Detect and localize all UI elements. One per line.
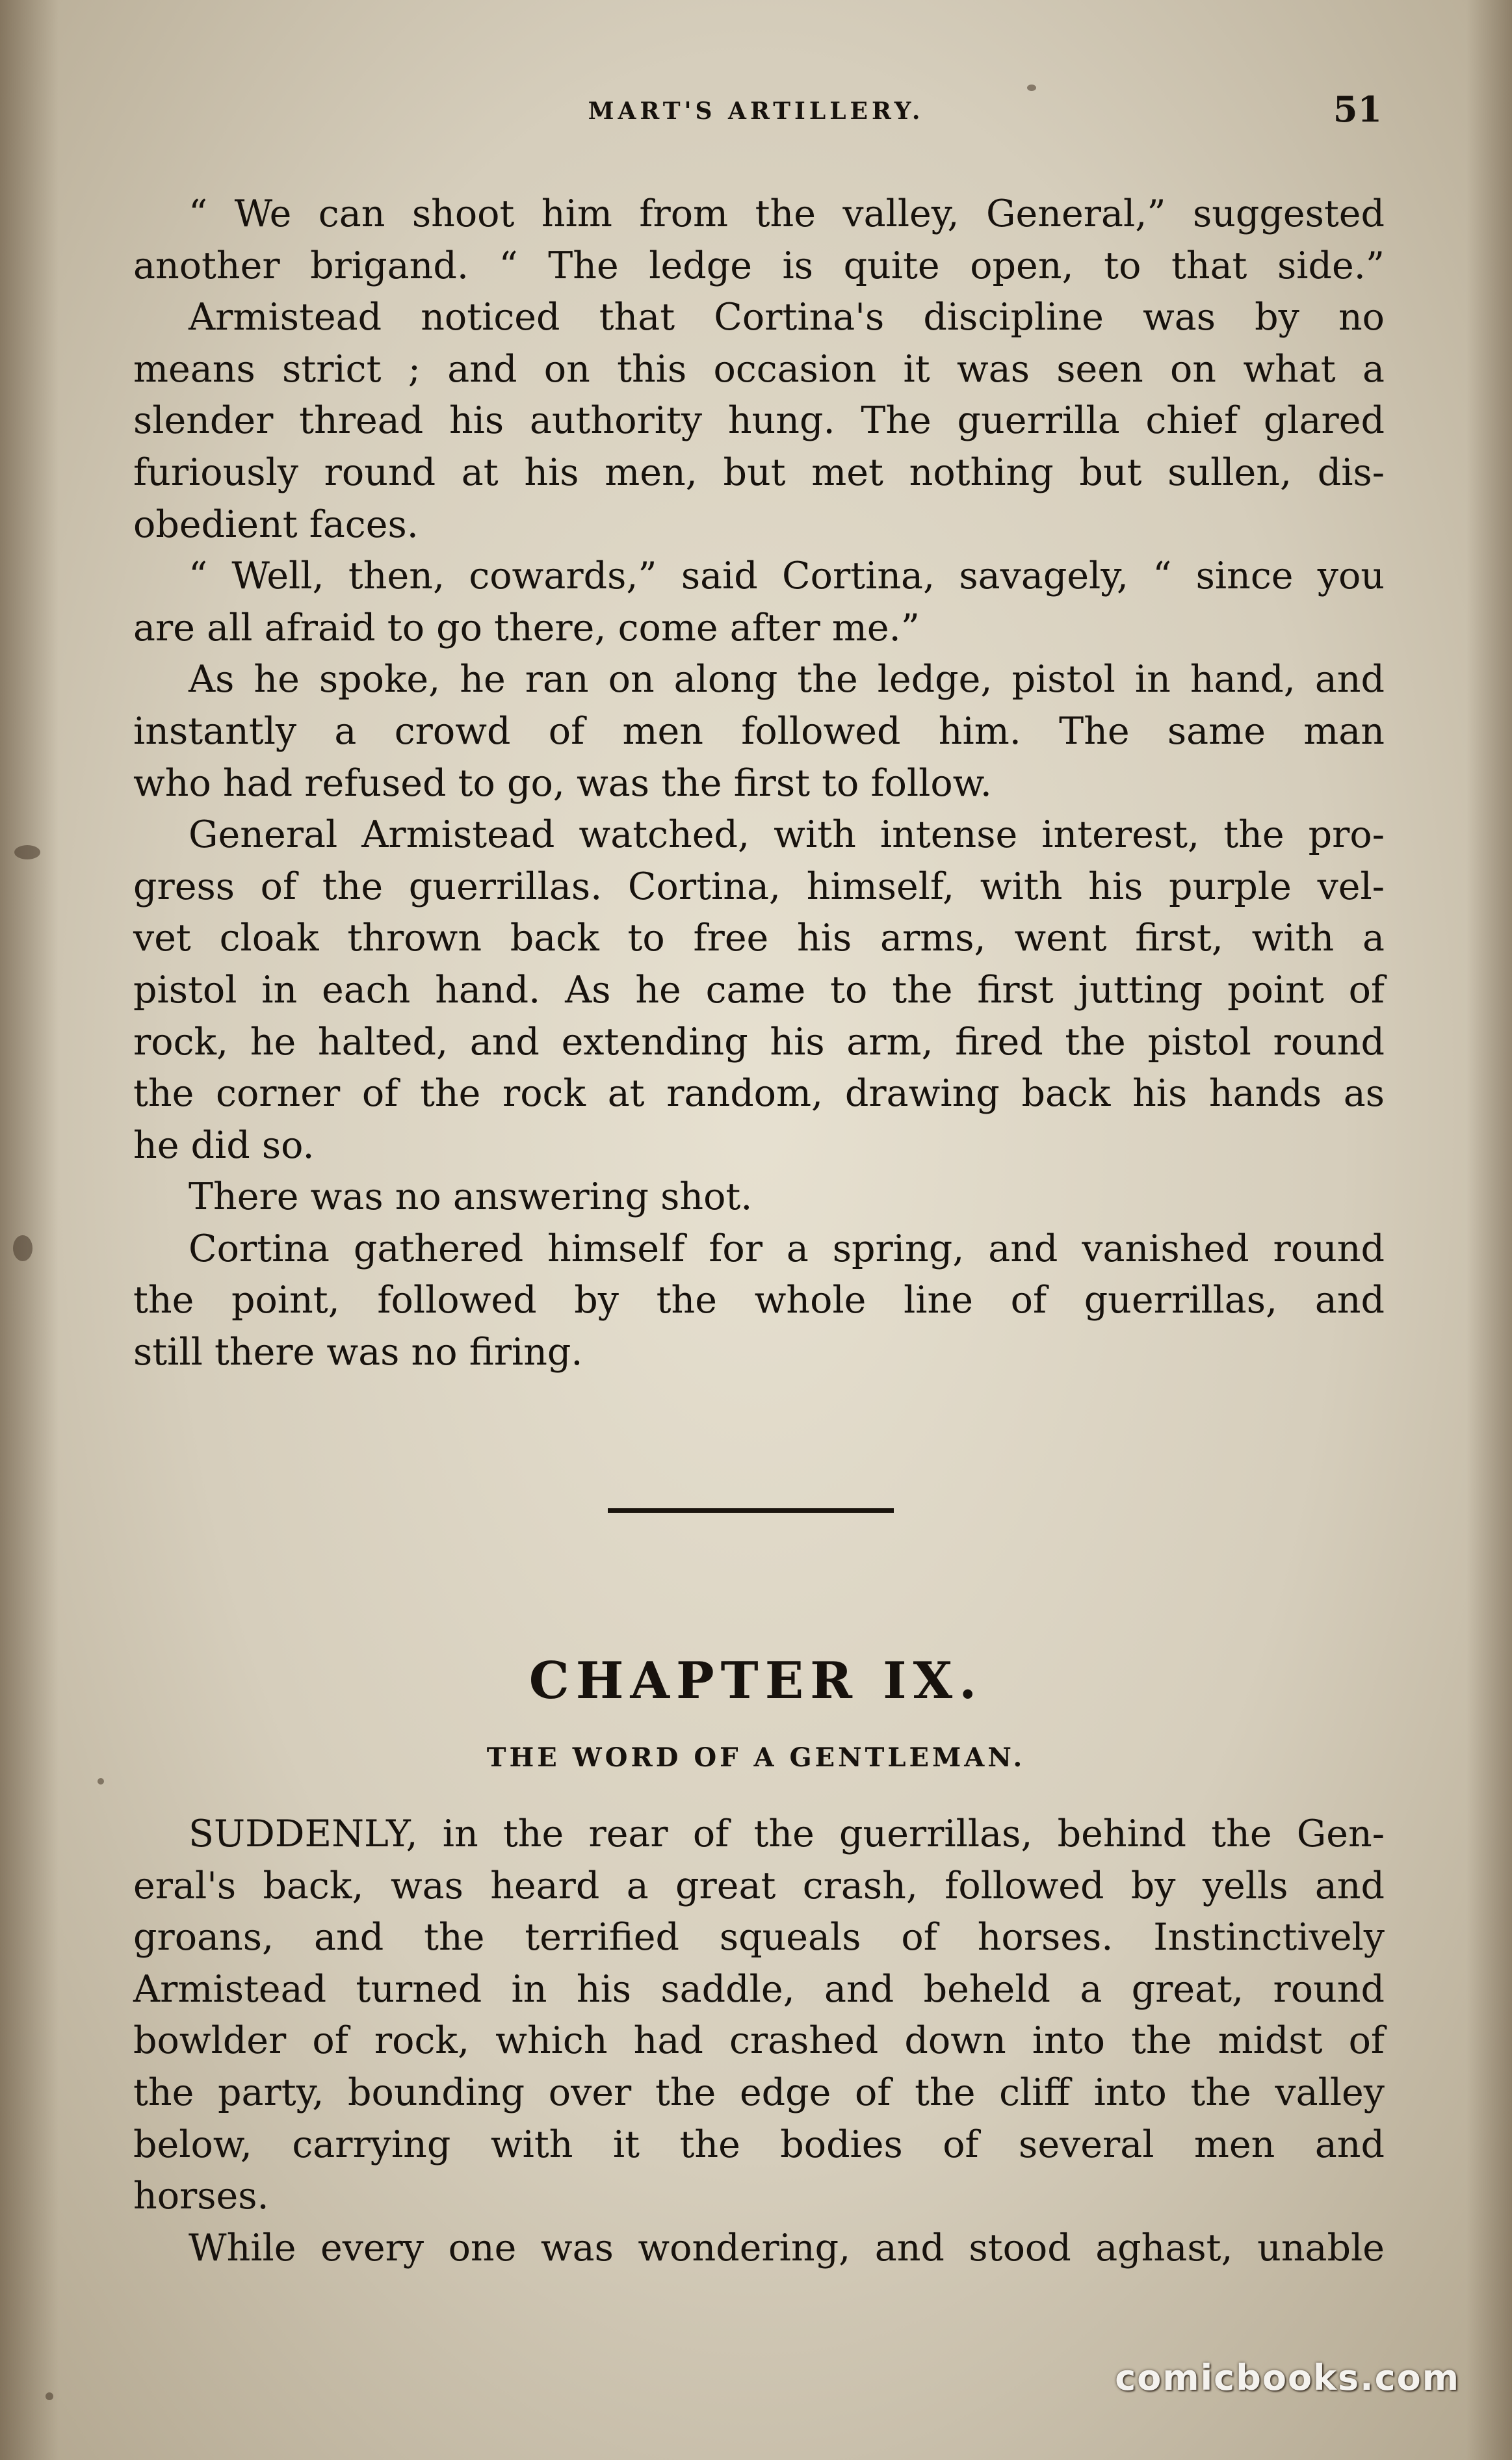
text-line: gress of the guerrillas. Cortina, himself, with his purple vel- [133, 865, 1385, 908]
chapter-body-text [133, 1809, 1385, 2274]
text-line: While every one was wondering, and stood aghast, unable [189, 2226, 1385, 2270]
text-line: the corner of the rock at random, drawing back his hands as [133, 1072, 1385, 1116]
text-line: eral's back, was heard a great crash, followed by yells and [133, 1864, 1385, 1907]
text-line: General Armistead watched, with intense interest, the pro- [189, 813, 1385, 857]
body-text [133, 189, 1385, 1379]
text-line: the party, bounding over the edge of the cliff into the valley [133, 2071, 1385, 2114]
text-line: are all afraid to go there, come after me.” [133, 606, 920, 649]
paper-blemish [46, 2392, 53, 2400]
text-line: slender thread his authority hung. The guerrilla chief glared [133, 399, 1385, 443]
text-line: horses. [133, 2175, 269, 2218]
running-title: MART'S ARTILLERY. [588, 98, 924, 125]
text-line: another brigand. “ The ledge is quite open, to that side.” [133, 244, 1385, 287]
text-line: There was no answering shot. [189, 1175, 753, 1219]
paper-blemish [14, 845, 40, 859]
chapter-heading: CHAPTER IX. [528, 1651, 984, 1710]
text-line: instantly a crowd of men followed him. The same man [133, 709, 1385, 753]
page-edge-shadow-right [1466, 0, 1512, 2460]
text-line: “ We can shoot him from the valley, General,” suggested [189, 192, 1385, 235]
text-line: Armistead noticed that Cortina's discipline was by no [189, 296, 1385, 339]
text-line: still there was no firing. [133, 1331, 583, 1374]
text-line: obedient faces. [133, 503, 419, 546]
text-line: means strict ; and on this occasion it was seen on what a [133, 347, 1385, 391]
text-line: SUDDENLY, in the rear of the guerrillas, behind the Gen- [189, 1812, 1385, 1855]
chapter-subtitle: THE WORD OF A GENTLEMAN. [486, 1742, 1026, 1773]
page-edge-shadow-left [0, 0, 59, 2460]
text-line: the point, followed by the whole line of guerrillas, and [133, 1279, 1385, 1322]
text-line: Armistead turned in his saddle, and beheld a great, round [133, 1967, 1385, 2011]
text-line: vet cloak thrown back to free his arms, went first, with a [133, 917, 1385, 960]
text-line: pistol in each hand. As he came to the first jutting point of [133, 968, 1385, 1012]
page-number: 51 [1333, 88, 1382, 130]
text-line: Cortina gathered himself for a spring, and vanished round [189, 1227, 1385, 1270]
text-line: As he spoke, he ran on along the ledge, pistol in hand, and [189, 658, 1385, 701]
text-line: “ Well, then, cowards,” said Cortina, savagely, “ since you [189, 555, 1385, 598]
text-line: furiously round at his men, but met nothing but sullen, dis- [133, 451, 1385, 494]
paper-blemish [1027, 85, 1036, 91]
text-line: who had refused to go, was the first to follow. [133, 761, 992, 805]
text-line: rock, he halted, and extending his arm, fired the pistol round [133, 1020, 1385, 1064]
paper-blemish [98, 1778, 104, 1785]
text-line: below, carrying with it the bodies of several men and [133, 2123, 1385, 2166]
text-line: he did so. [133, 1123, 315, 1167]
section-divider-rule [608, 1508, 894, 1513]
running-head [0, 88, 1512, 137]
text-line: groans, and the terrified squeals of horses. Instinctively [133, 1916, 1385, 1959]
watermark-text: comicbooks.com [1115, 2357, 1460, 2398]
text-line: bowlder of rock, which had crashed down into the midst of [133, 2019, 1385, 2063]
paper-blemish [13, 1235, 33, 1261]
